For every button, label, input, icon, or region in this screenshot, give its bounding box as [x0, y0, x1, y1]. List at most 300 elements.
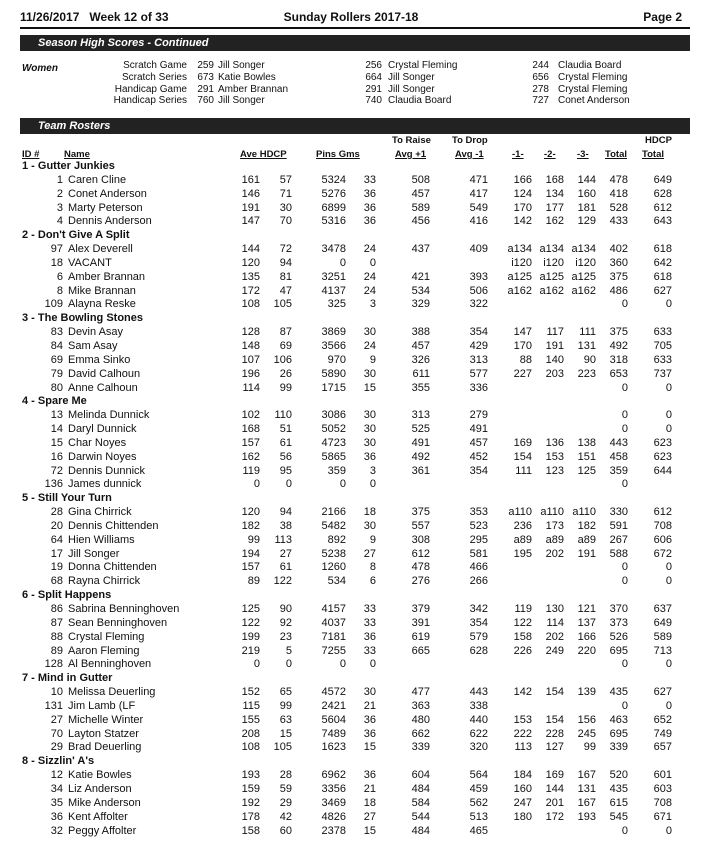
season-high-score: 727 [532, 95, 549, 107]
to-raise: 326 [411, 353, 430, 366]
game2: 136 [545, 436, 564, 449]
game2: 130 [545, 603, 564, 615]
season-high-score: 656 [532, 71, 549, 83]
handicap: 94 [279, 256, 292, 269]
hdcp-total: 652 [653, 713, 672, 726]
team-name: 6 - Split Happens [22, 589, 112, 602]
season-high-bowler: Jill Songer [218, 95, 265, 107]
player-name: Aaron Fleming [68, 644, 140, 657]
hdcp-total: 644 [653, 464, 672, 477]
player-name: Darwin Noyes [68, 450, 137, 463]
game2: 162 [545, 215, 564, 228]
player-id: 84 [50, 339, 63, 352]
total: 526 [609, 630, 628, 643]
game1: a134 [507, 243, 532, 256]
total: 435 [609, 686, 628, 699]
handicap: 29 [279, 796, 292, 809]
player-id: 20 [50, 519, 63, 532]
average: 168 [241, 423, 260, 436]
game2: 123 [545, 464, 564, 477]
player-id: 36 [50, 810, 63, 823]
to-drop: 409 [469, 243, 488, 256]
hdcp-total: 657 [653, 741, 672, 754]
hdcp-total: 0 [665, 824, 672, 837]
player-name: Melinda Dunnick [68, 409, 150, 422]
to-drop: 354 [469, 326, 488, 339]
game2: 168 [545, 173, 564, 186]
game1: 169 [513, 436, 532, 449]
games: 36 [363, 201, 376, 214]
team-name: 2 - Don't Give A Split [22, 229, 130, 242]
player-id: 12 [50, 769, 63, 782]
to-drop: 320 [469, 741, 488, 754]
handicap: 38 [279, 519, 292, 532]
player-id: 28 [50, 506, 63, 519]
hdcp-total: 628 [653, 187, 672, 200]
player-row [20, 506, 690, 520]
average: 161 [241, 173, 260, 186]
games: 36 [363, 450, 376, 463]
to-drop: 579 [469, 630, 488, 643]
game2: 249 [545, 644, 564, 657]
games: 27 [363, 810, 376, 823]
pins: 5324 [321, 173, 346, 186]
handicap: 0 [285, 478, 292, 491]
games: 6 [369, 575, 376, 588]
handicap: 59 [279, 782, 292, 795]
player-name: Marty Peterson [68, 201, 143, 214]
games: 36 [363, 187, 376, 200]
games: 15 [363, 741, 376, 754]
player-name: Anne Calhoun [68, 381, 138, 394]
game1: 180 [513, 810, 532, 823]
total: 359 [609, 464, 628, 477]
to-drop: 342 [469, 603, 488, 615]
to-raise: 388 [411, 326, 430, 339]
season-high-score: 673 [197, 71, 214, 83]
game2: 117 [546, 326, 564, 339]
hdcp-total: 0 [665, 298, 672, 311]
player-id: 3 [56, 201, 63, 214]
game1: 147 [513, 326, 532, 339]
league-title: Sunday Rollers 2017-18 [283, 10, 419, 24]
player-row [20, 271, 690, 285]
game2: 177 [545, 201, 564, 214]
total: 478 [609, 173, 628, 186]
total: 492 [609, 339, 628, 352]
to-raise: 361 [411, 464, 430, 477]
to-drop: 452 [469, 450, 488, 463]
hdcp-total: 643 [653, 215, 672, 228]
pins: 1623 [321, 741, 346, 754]
to-raise: 619 [411, 630, 430, 643]
pins: 6899 [321, 201, 346, 214]
player-row [20, 686, 690, 700]
player-row [20, 382, 690, 396]
to-raise: 379 [411, 603, 430, 615]
player-id: 6 [56, 270, 63, 283]
season-high-bowler: Crystal Fleming [388, 60, 458, 71]
handicap: 113 [274, 533, 292, 546]
player-name: VACANT [68, 256, 112, 269]
game3: 156 [577, 713, 596, 726]
total: 486 [609, 284, 628, 297]
hdcp-total: 672 [653, 547, 672, 560]
pins: 5890 [321, 367, 346, 380]
game3: 166 [577, 630, 596, 643]
to-raise: 276 [411, 575, 430, 588]
to-drop: 279 [469, 409, 488, 422]
to-drop: 353 [469, 506, 488, 519]
game2: a134 [539, 243, 564, 256]
total: 373 [609, 616, 628, 629]
to-raise: 612 [411, 547, 430, 560]
average: 182 [241, 519, 260, 532]
player-name: Dennis Anderson [68, 215, 152, 228]
game3: 245 [577, 727, 596, 740]
game3: a125 [571, 270, 596, 283]
game1: 160 [513, 782, 532, 795]
games: 36 [363, 713, 376, 726]
hdcp-total: 708 [653, 519, 672, 532]
to-drop: 577 [469, 367, 488, 380]
player-name: Rayna Chirrick [68, 575, 141, 588]
hdcp-total: 633 [653, 353, 672, 366]
page-number: Page 2 [643, 10, 682, 24]
player-name: Crystal Fleming [68, 630, 145, 643]
average: 147 [241, 215, 260, 228]
average: 199 [241, 630, 260, 643]
player-id: 32 [50, 824, 63, 837]
pins: 0 [339, 658, 346, 671]
game3: 181 [577, 201, 596, 214]
total: 695 [609, 727, 628, 740]
player-row [20, 534, 690, 548]
hdcp-total: 705 [653, 339, 672, 352]
hdcp-total: 627 [653, 284, 672, 297]
game3: a162 [571, 284, 596, 297]
game1: 170 [513, 339, 532, 352]
games: 21 [363, 782, 376, 795]
season-high-bowler: Crystal Fleming [558, 83, 628, 95]
handicap: 87 [279, 326, 292, 339]
team-rosters-band: Team Rosters [20, 118, 690, 134]
player-name: David Calhoun [68, 367, 141, 380]
game1: 158 [513, 630, 532, 643]
hdcp-total: 618 [653, 243, 672, 256]
season-high-category: Scratch Game [123, 60, 187, 71]
games: 15 [363, 824, 376, 837]
pins: 2378 [321, 824, 346, 837]
games: 24 [363, 284, 376, 297]
handicap: 5 [285, 644, 292, 657]
player-id: 17 [50, 547, 63, 560]
games: 30 [363, 326, 376, 339]
pins: 3251 [321, 270, 346, 283]
player-id: 88 [50, 630, 63, 643]
player-id: 87 [50, 616, 63, 629]
to-drop: 393 [469, 270, 488, 283]
player-name: Alayna Reske [68, 298, 136, 311]
game1: 142 [513, 686, 532, 699]
average: 193 [241, 769, 260, 782]
player-name: Peggy Affolter [68, 824, 137, 837]
game3: 99 [583, 741, 596, 754]
col-name: Name [64, 149, 90, 160]
game1: 184 [513, 769, 532, 782]
hdcp-total: 633 [653, 326, 672, 339]
game1: a89 [513, 533, 532, 546]
to-raise: 457 [411, 339, 430, 352]
player-id: 34 [50, 782, 63, 795]
average: 194 [241, 547, 260, 560]
game2: 203 [545, 367, 564, 380]
average: 152 [241, 686, 260, 699]
games: 0 [369, 658, 376, 671]
game2: a162 [539, 284, 564, 297]
hdcp-total: 637 [653, 603, 672, 615]
game1: i120 [511, 256, 532, 269]
season-high-bowler: Jill Songer [218, 60, 265, 71]
player-name: Hien Williams [68, 533, 135, 546]
to-raise: 611 [412, 367, 430, 380]
player-id: 68 [50, 575, 63, 588]
pins: 4037 [321, 616, 346, 629]
handicap: 65 [279, 686, 292, 699]
pins: 3566 [321, 339, 346, 352]
player-row [20, 243, 690, 257]
player-name: Jill Songer [68, 547, 120, 560]
pins: 534 [327, 575, 346, 588]
average: 119 [242, 464, 260, 477]
pins: 5604 [321, 713, 346, 726]
pins: 892 [327, 533, 346, 546]
total: 588 [609, 547, 628, 560]
pins: 5238 [321, 547, 346, 560]
handicap: 28 [279, 769, 292, 782]
col-hdcp-total: Total [642, 149, 664, 160]
handicap: 63 [279, 713, 292, 726]
hdcp-total: 0 [665, 561, 672, 574]
total: 360 [609, 256, 628, 269]
game3: 137 [577, 616, 596, 629]
page-header [20, 10, 682, 26]
game1: 166 [513, 173, 532, 186]
to-drop: 313 [469, 353, 488, 366]
handicap: 0 [285, 658, 292, 671]
game2: 202 [545, 630, 564, 643]
game1: 226 [513, 644, 532, 657]
game3: 151 [577, 450, 596, 463]
to-drop: 429 [469, 339, 488, 352]
total: 520 [609, 769, 628, 782]
player-id: 131 [44, 699, 63, 712]
player-row [20, 728, 690, 742]
pins: 0 [339, 478, 346, 491]
to-raise: 491 [411, 436, 430, 449]
to-raise: 478 [411, 561, 430, 574]
total: 375 [609, 270, 628, 283]
pins: 2421 [321, 699, 346, 712]
hdcp-total: 708 [653, 796, 672, 809]
total: 695 [609, 644, 628, 657]
game2: 228 [545, 727, 564, 740]
to-drop: 549 [469, 201, 488, 214]
pins: 325 [327, 298, 346, 311]
player-name: Daryl Dunnick [68, 423, 137, 436]
season-high-bowler: Conet Anderson [558, 95, 630, 107]
game1: 247 [513, 796, 532, 809]
hdcp-total: 0 [665, 409, 672, 422]
games: 15 [363, 381, 376, 394]
player-id: 79 [50, 367, 63, 380]
games: 33 [363, 603, 376, 615]
handicap: 105 [273, 298, 292, 311]
hdcp-total: 671 [653, 810, 672, 823]
season-high-row [22, 60, 692, 72]
hdcp-total: 606 [653, 533, 672, 546]
pins: 4137 [321, 284, 346, 297]
total: 528 [609, 201, 628, 214]
player-name: Sam Asay [68, 339, 118, 352]
player-row [20, 811, 690, 825]
pins: 970 [327, 353, 346, 366]
game3: a89 [577, 533, 596, 546]
game2: a89 [545, 533, 564, 546]
games: 36 [363, 769, 376, 782]
average: 125 [241, 603, 260, 615]
pins: 1260 [321, 561, 346, 574]
game3: 223 [577, 367, 596, 380]
total: 402 [609, 243, 628, 256]
to-raise: 589 [411, 201, 430, 214]
games: 33 [363, 616, 376, 629]
season-high-bowler: Jill Songer [388, 83, 435, 95]
to-raise: 391 [411, 616, 430, 629]
season-high-category: Scratch Series [121, 71, 187, 83]
to-raise: 421 [411, 270, 430, 283]
to-raise: 534 [411, 284, 430, 297]
game3: 125 [577, 464, 596, 477]
player-row [20, 174, 690, 188]
average: 128 [241, 326, 260, 339]
pins: 3869 [321, 326, 346, 339]
to-raise: 363 [411, 699, 430, 712]
player-id: 1 [56, 173, 63, 186]
handicap: 27 [279, 547, 292, 560]
season-high-score: 291 [365, 83, 382, 95]
roster-column-headers [20, 134, 690, 162]
hdcp-total: 623 [653, 450, 672, 463]
total: 0 [621, 423, 628, 436]
player-name: James dunnick [68, 478, 142, 491]
total: 653 [609, 367, 628, 380]
team-name: 1 - Gutter Junkies [22, 160, 115, 172]
player-name: Michelle Winter [68, 713, 144, 726]
average: 114 [242, 381, 260, 394]
game2: 134 [545, 187, 564, 200]
player-id: 19 [50, 561, 63, 574]
col-game3: -3- [577, 149, 589, 160]
handicap: 61 [279, 561, 292, 574]
player-row [20, 285, 690, 299]
roster-table [20, 160, 690, 838]
to-drop: 465 [469, 824, 488, 837]
season-high-row [22, 72, 692, 84]
player-row [20, 714, 690, 728]
col-to-raise: To Raise [392, 135, 431, 146]
player-name: Mike Anderson [68, 796, 141, 809]
game2: 144 [545, 782, 564, 795]
hdcp-total: 0 [665, 381, 672, 394]
to-raise: 584 [411, 796, 430, 809]
season-high-score: 664 [365, 71, 382, 83]
to-raise: 484 [411, 782, 430, 795]
col-total: Total [605, 149, 627, 160]
to-drop: 354 [469, 464, 488, 477]
average: 172 [241, 284, 260, 297]
player-row [20, 368, 690, 382]
player-row [20, 783, 690, 797]
to-raise: 437 [411, 243, 430, 256]
total: 545 [609, 810, 628, 823]
report-date: 11/26/2017 [20, 10, 80, 24]
season-high-score: 259 [197, 60, 214, 71]
season-high-score: 278 [532, 83, 549, 95]
game1: a110 [508, 506, 532, 519]
total: 0 [621, 478, 628, 491]
total: 0 [621, 699, 628, 712]
player-id: 83 [50, 326, 63, 339]
games: 33 [363, 644, 376, 657]
average: 108 [241, 741, 260, 754]
to-drop: 457 [469, 436, 488, 449]
player-row [20, 561, 690, 575]
game3: 193 [577, 810, 596, 823]
total: 370 [609, 603, 628, 615]
handicap: 71 [279, 187, 292, 200]
team-name: 7 - Mind in Gutter [22, 672, 113, 685]
pins: 5482 [321, 519, 346, 532]
season-high-bowler: Crystal Fleming [558, 71, 628, 83]
total: 443 [609, 436, 628, 449]
game1: 124 [513, 187, 532, 200]
hdcp-total: 623 [653, 436, 672, 449]
player-row [20, 617, 690, 631]
to-drop: 459 [469, 782, 488, 795]
pins: 7181 [321, 630, 346, 643]
games: 0 [369, 256, 376, 269]
to-drop: 622 [469, 727, 488, 740]
average: 102 [241, 409, 260, 422]
player-id: 15 [50, 436, 63, 449]
game2: 191 [545, 339, 564, 352]
handicap: 61 [279, 436, 292, 449]
col-id: ID # [22, 149, 40, 160]
pins: 2166 [321, 506, 346, 519]
hdcp-total: 642 [653, 256, 672, 269]
hdcp-total: 612 [653, 506, 672, 519]
handicap: 30 [279, 201, 292, 214]
total: 267 [609, 533, 628, 546]
player-name: Sabrina Benninghoven [68, 603, 180, 615]
player-id: 35 [50, 796, 63, 809]
total: 615 [609, 796, 628, 809]
player-id: 2 [56, 187, 63, 200]
game2: 202 [545, 547, 564, 560]
games: 30 [363, 519, 376, 532]
to-drop: 322 [469, 298, 488, 311]
